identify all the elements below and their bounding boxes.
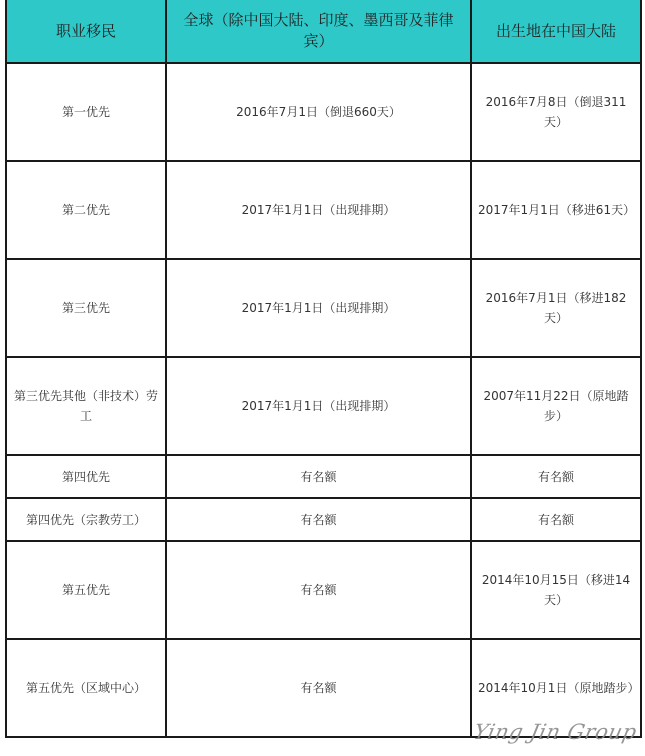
row-global-date: 2016年7月1日（倒退660天） [166,63,471,161]
table-row [6,541,641,639]
row-china-date: 2017年1月1日（移进61天） [471,161,641,259]
table-row [6,161,641,259]
row-global-date: 2017年1月1日（出现排期） [166,259,471,357]
row-category: 第二优先 [6,161,166,259]
header-category: 职业移民 [6,0,166,63]
table-header-row [6,0,641,63]
row-global-date: 有名额 [166,455,471,498]
row-global-date: 2017年1月1日（出现排期） [166,161,471,259]
row-global-date: 有名额 [166,541,471,639]
row-category: 第一优先 [6,63,166,161]
row-category: 第四优先（宗教劳工） [6,498,166,541]
table-row [6,63,641,161]
row-china-date: 2014年10月1日（原地踏步） [471,639,641,737]
row-global-date: 有名额 [166,498,471,541]
row-china-date: 2016年7月8日（倒退311天） [471,63,641,161]
row-china-date: 有名额 [471,455,641,498]
visa-bulletin-table [5,0,642,738]
table-row [6,259,641,357]
header-global: 全球（除中国大陆、印度、墨西哥及菲律宾） [166,0,471,63]
table-row [6,455,641,498]
row-china-date: 2007年11月22日（原地踏步） [471,357,641,455]
row-category: 第三优先 [6,259,166,357]
table-row [6,498,641,541]
row-china-date: 有名额 [471,498,641,541]
table-row [6,357,641,455]
row-global-date: 有名额 [166,639,471,737]
row-global-date: 2017年1月1日（出现排期） [166,357,471,455]
row-category: 第五优先（区域中心） [6,639,166,737]
row-category: 第五优先 [6,541,166,639]
row-china-date: 2014年10月15日（移进14天） [471,541,641,639]
row-china-date: 2016年7月1日（移进182天） [471,259,641,357]
row-category: 第四优先 [6,455,166,498]
header-china: 出生地在中国大陆 [471,0,641,63]
row-category: 第三优先其他（非技术）劳工 [6,357,166,455]
watermark-logo: Ying Jin Group [471,720,640,744]
